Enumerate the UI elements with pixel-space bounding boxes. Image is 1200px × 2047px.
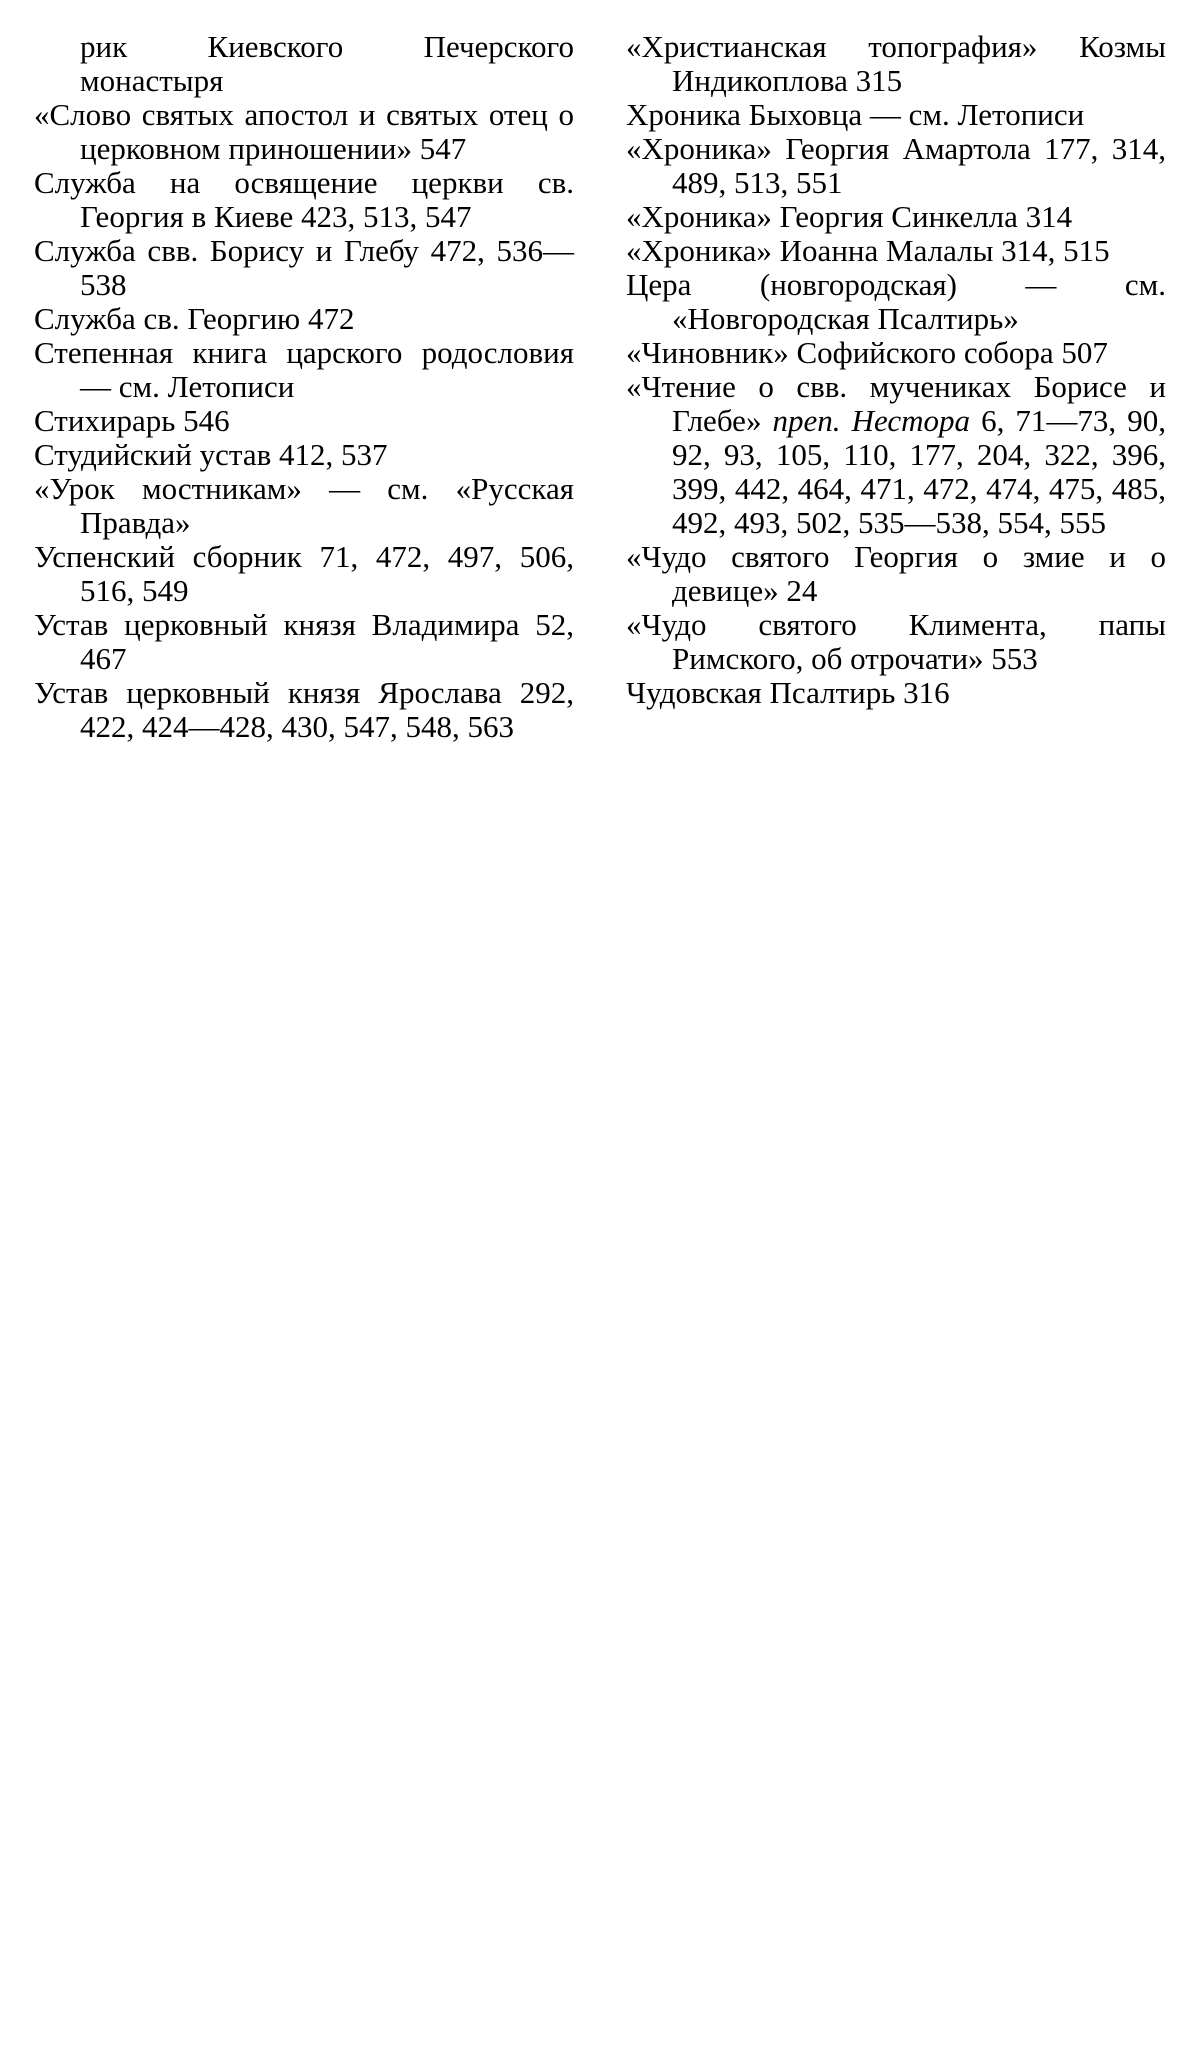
- index-entry: «Урок мостникам» — см. «Русская Правда»: [34, 471, 574, 540]
- index-entry: «Хроника» Иоанна Малалы 314, 515: [626, 233, 1110, 268]
- index-entry: Устав церковный князя Владимира 52, 467: [34, 607, 574, 676]
- index-entry: «Хроника» Георгия Амартола 177, 314, 489, 513, 551: [626, 131, 1166, 200]
- index-entry: Устав церковный князя Ярослава 292, 422, 424—428, 430, 547, 548, 563: [34, 675, 574, 744]
- index-entry: Служба на освящение церкви св. Георгия в Киеве 423, 513, 547: [34, 165, 574, 234]
- entry-pages: 6, 71—73, 90, 92, 93, 105, 110, 177, 204, 322, 396, 399, 442, 464, 471, 472, 474, 475, 485, 492, 493, 502, 535—538, 554, 555: [672, 403, 1166, 540]
- index-entry: Стихирарь 546: [34, 403, 230, 438]
- index-column-left: [34, 30, 574, 744]
- index-entry: «Чудо святого Климента, папы Римского, об отрочати» 553: [626, 607, 1166, 676]
- index-entry: «Хроника» Георгия Синкелла 314: [626, 199, 1073, 234]
- index-entry: Степенная книга царского родословия — см. Летописи: [34, 335, 574, 404]
- entry-title: «Чтение о свв. мучениках Борисе и Глебе»: [626, 369, 1166, 438]
- index-entry: Цера (новгородская) — см. «Новгородская Псалтирь»: [626, 267, 1166, 336]
- index-entry: «Чиновник» Софийского собора 507: [626, 335, 1108, 370]
- index-entry: Успенский сборник 71, 472, 497, 506, 516, 549: [34, 539, 574, 608]
- index-entry: «Христианская топография» Козмы Индикоплова 315: [626, 29, 1166, 98]
- index-entry: рик Киевского Печерского монастыря: [80, 29, 574, 98]
- index-entry: [626, 370, 1166, 540]
- index-entry: Служба свв. Борису и Глебу 472, 536—538: [34, 233, 574, 302]
- index-entry: «Чудо святого Георгия о змие и о девице» 24: [626, 539, 1166, 608]
- index-entry: Студийский устав 412, 537: [34, 437, 388, 472]
- index-entry: Хроника Быховца — см. Летописи: [626, 97, 1085, 132]
- index-column-right: [626, 30, 1166, 710]
- index-entry: «Слово святых апостол и святых отец о церковном приношении» 547: [34, 97, 574, 166]
- index-entry: Служба св. Георгию 472: [34, 301, 355, 336]
- index-entry: Чудовская Псалтирь 316: [626, 675, 950, 710]
- entry-author: преп. Нестора: [772, 403, 971, 438]
